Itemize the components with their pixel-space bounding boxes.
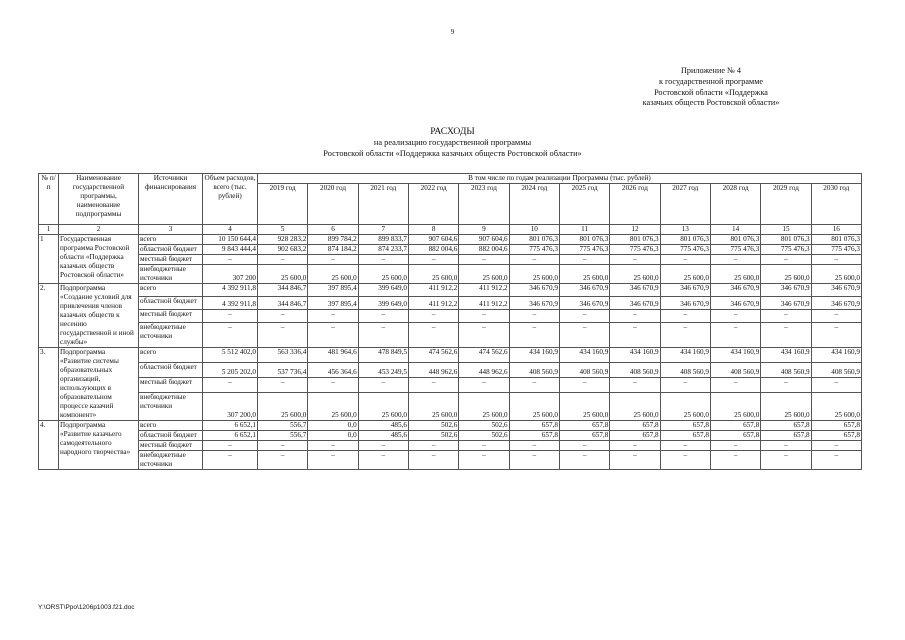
header-years-caption: В том числе по годам реализации Программы (тыс. рублей) xyxy=(258,174,862,184)
year-value: – xyxy=(408,441,458,451)
year-value: 25 600,0 xyxy=(559,392,609,420)
year-value: – xyxy=(610,451,660,470)
year-value: 456 364,6 xyxy=(308,362,358,377)
total-value: 307 200 xyxy=(203,265,258,284)
year-value: 801 076,3 xyxy=(761,235,811,245)
year-value: 25 600,0 xyxy=(660,265,710,284)
year-value: 399 649,0 xyxy=(358,284,408,297)
total-value: – xyxy=(203,310,258,323)
column-number: 2 xyxy=(59,225,139,235)
year-value: 346 670,9 xyxy=(559,297,609,310)
header-year: 2024 год xyxy=(509,184,559,225)
table-row xyxy=(39,235,862,245)
year-value: – xyxy=(610,255,660,265)
header-year: 2023 год xyxy=(459,184,509,225)
title-line: Ростовской области «Поддержка казачьих обществ Ростовской области» xyxy=(323,149,582,158)
annex-line: казачьих обществ Ростовской области» xyxy=(642,98,780,108)
year-value: 874 233,7 xyxy=(358,245,408,255)
header-num: № п/п xyxy=(39,174,59,225)
year-value: – xyxy=(408,323,458,348)
year-value: – xyxy=(559,377,609,392)
year-value: – xyxy=(761,377,811,392)
year-value: 25 600,0 xyxy=(811,265,861,284)
year-value: – xyxy=(610,441,660,451)
year-value: 882 004,6 xyxy=(408,245,458,255)
year-value: – xyxy=(710,255,760,265)
year-value: 25 600,0 xyxy=(811,392,861,420)
year-value: 25 600,0 xyxy=(509,265,559,284)
year-value: 481 964,6 xyxy=(308,348,358,363)
column-number: 16 xyxy=(811,225,861,235)
total-value: – xyxy=(203,451,258,470)
annex-line: к государственной программе xyxy=(658,76,764,86)
column-number: 13 xyxy=(660,225,710,235)
year-value: – xyxy=(308,441,358,451)
year-value: 485,6 xyxy=(358,421,408,431)
year-value: – xyxy=(408,377,458,392)
year-value: 344 846,7 xyxy=(258,284,308,297)
year-value: 657,8 xyxy=(761,431,811,441)
funding-source: всего xyxy=(139,235,203,245)
year-value: 434 160,9 xyxy=(559,348,609,363)
year-value: 801 076,3 xyxy=(509,235,559,245)
total-value: 4 392 911,8 xyxy=(203,297,258,310)
total-value: 6 652,1 xyxy=(203,421,258,431)
year-value: 453 249,5 xyxy=(358,362,408,377)
header-year: 2027 год xyxy=(660,184,710,225)
title-line: РАСХОДЫ xyxy=(430,126,475,137)
year-value: 902 683,2 xyxy=(258,245,308,255)
year-value: 25 600,0 xyxy=(358,392,408,420)
year-value: 346 670,9 xyxy=(660,297,710,310)
header-year: 2026 год xyxy=(610,184,660,225)
year-value: – xyxy=(258,310,308,323)
year-value: 411 912,2 xyxy=(459,284,509,297)
year-value: 408 560,9 xyxy=(660,362,710,377)
year-value: 346 670,9 xyxy=(761,284,811,297)
year-value: – xyxy=(761,323,811,348)
year-value: 657,8 xyxy=(761,421,811,431)
year-value: 502,6 xyxy=(408,421,458,431)
year-value: – xyxy=(509,255,559,265)
year-value: 874 184,2 xyxy=(308,245,358,255)
year-value: 397 895,4 xyxy=(308,297,358,310)
year-value: – xyxy=(358,377,408,392)
year-value: – xyxy=(710,377,760,392)
total-value: 10 150 644,4 xyxy=(203,235,258,245)
total-value: 307 200,0 xyxy=(203,392,258,420)
year-value: – xyxy=(258,451,308,470)
year-value: – xyxy=(408,451,458,470)
year-value: 408 560,9 xyxy=(509,362,559,377)
funding-source: внебюджетные источники xyxy=(139,451,203,470)
funding-source: местный бюджет xyxy=(139,255,203,265)
funding-source: всего xyxy=(139,284,203,297)
column-number: 6 xyxy=(308,225,358,235)
program-name: Подпрограмма «Развитие казачьего самодеятельного народного творчества» xyxy=(59,421,139,470)
header-total: Объем расходов, всего (тыс. рублей) xyxy=(203,174,258,225)
year-value: – xyxy=(710,441,760,451)
year-value: – xyxy=(811,310,861,323)
year-value: 344 846,7 xyxy=(258,297,308,310)
year-value: 563 336,4 xyxy=(258,348,308,363)
year-value: 474 562,6 xyxy=(459,348,509,363)
year-value: 408 560,9 xyxy=(559,362,609,377)
row-number: 4. xyxy=(39,421,59,470)
year-value: – xyxy=(308,377,358,392)
year-value: – xyxy=(559,323,609,348)
header-year: 2030 год xyxy=(811,184,861,225)
header-year: 2029 год xyxy=(761,184,811,225)
year-value: 25 600,0 xyxy=(408,265,458,284)
year-value: – xyxy=(610,310,660,323)
year-value: 25 600,0 xyxy=(710,392,760,420)
table-row xyxy=(39,255,862,265)
year-value: 25 600,0 xyxy=(459,392,509,420)
year-value: 346 670,9 xyxy=(811,284,861,297)
column-number: 1 xyxy=(39,225,59,235)
year-value: – xyxy=(660,377,710,392)
year-value: 556,7 xyxy=(258,421,308,431)
row-number: 1 xyxy=(39,235,59,284)
table-row xyxy=(39,265,862,284)
year-value: – xyxy=(358,310,408,323)
funding-source: местный бюджет xyxy=(139,310,203,323)
header-year: 2021 год xyxy=(358,184,408,225)
year-value: – xyxy=(258,255,308,265)
table-row xyxy=(39,392,862,420)
year-value: 657,8 xyxy=(509,421,559,431)
year-value: 408 560,9 xyxy=(761,362,811,377)
year-value: 346 670,9 xyxy=(509,284,559,297)
year-value: 411 912,2 xyxy=(408,284,458,297)
year-value: 502,6 xyxy=(459,431,509,441)
year-value: – xyxy=(358,451,408,470)
year-value: 657,8 xyxy=(660,431,710,441)
total-value: – xyxy=(203,441,258,451)
year-value: 537 736,4 xyxy=(258,362,308,377)
year-value: 434 160,9 xyxy=(811,348,861,363)
year-value: – xyxy=(459,441,509,451)
column-numbers-row xyxy=(39,225,862,235)
row-number: 2. xyxy=(39,284,59,348)
year-value: – xyxy=(559,441,609,451)
annex-line: Приложение № 4 xyxy=(681,66,741,75)
funding-source: всего xyxy=(139,348,203,363)
column-number: 4 xyxy=(203,225,258,235)
year-value: – xyxy=(761,441,811,451)
year-value: – xyxy=(811,451,861,470)
year-value: 775 476,3 xyxy=(660,245,710,255)
table-row xyxy=(39,297,862,310)
header-year: 2022 год xyxy=(408,184,458,225)
year-value: 25 600,0 xyxy=(559,265,609,284)
year-value: – xyxy=(811,255,861,265)
year-value: 346 670,9 xyxy=(610,297,660,310)
year-value: 434 160,9 xyxy=(761,348,811,363)
year-value: – xyxy=(660,323,710,348)
column-number: 3 xyxy=(139,225,203,235)
year-value: – xyxy=(258,323,308,348)
program-name: Государственная программа Ростовской области «Поддержка казачьих обществ Ростовской области» xyxy=(59,235,139,284)
expenses-table xyxy=(38,173,862,470)
file-path: Y:\ORST\Ppo\1206p1003.f21.doc xyxy=(38,604,135,611)
year-value: – xyxy=(358,441,408,451)
funding-source: областной бюджет xyxy=(139,362,203,377)
year-value: 775 476,3 xyxy=(710,245,760,255)
year-value: 25 600,0 xyxy=(610,392,660,420)
column-number: 9 xyxy=(459,225,509,235)
year-value: – xyxy=(459,310,509,323)
table-row xyxy=(39,431,862,441)
year-value: 408 560,9 xyxy=(610,362,660,377)
year-value: 25 600,0 xyxy=(610,265,660,284)
year-value: 25 600,0 xyxy=(308,265,358,284)
year-value: – xyxy=(509,310,559,323)
year-value: – xyxy=(811,323,861,348)
column-number: 15 xyxy=(761,225,811,235)
column-number: 7 xyxy=(358,225,408,235)
year-value: – xyxy=(761,451,811,470)
year-value: 408 560,9 xyxy=(811,362,861,377)
year-value: – xyxy=(509,451,559,470)
table-row xyxy=(39,441,862,451)
funding-source: внебюджетные источники xyxy=(139,265,203,284)
table-row xyxy=(39,451,862,470)
header-year: 2028 год xyxy=(710,184,760,225)
year-value: – xyxy=(559,310,609,323)
year-value: 25 600,0 xyxy=(258,392,308,420)
year-value: 0,0 xyxy=(308,421,358,431)
table-row xyxy=(39,421,862,431)
year-value: – xyxy=(358,255,408,265)
total-value: – xyxy=(203,377,258,392)
table-row xyxy=(39,362,862,377)
year-value: 899 833,7 xyxy=(358,235,408,245)
year-value: – xyxy=(459,451,509,470)
table-row xyxy=(39,245,862,255)
funding-source: областной бюджет xyxy=(139,297,203,310)
year-value: – xyxy=(308,310,358,323)
column-number: 5 xyxy=(258,225,308,235)
year-value: 399 649,0 xyxy=(358,297,408,310)
year-value: 801 076,3 xyxy=(660,235,710,245)
year-value: 25 600,0 xyxy=(358,265,408,284)
year-value: 0,0 xyxy=(308,431,358,441)
funding-source: местный бюджет xyxy=(139,441,203,451)
year-value: 25 600,0 xyxy=(459,265,509,284)
year-value: – xyxy=(660,310,710,323)
year-value: 485,6 xyxy=(358,431,408,441)
year-value: 657,8 xyxy=(559,431,609,441)
year-value: 801 076,3 xyxy=(610,235,660,245)
year-value: 25 600,0 xyxy=(710,265,760,284)
header-row xyxy=(39,174,862,184)
year-value: 775 476,3 xyxy=(559,245,609,255)
year-value: 346 670,9 xyxy=(811,297,861,310)
year-value: – xyxy=(308,323,358,348)
year-value: 346 670,9 xyxy=(710,297,760,310)
header-name: Наименование государственной программы, наименование подпрограммы xyxy=(59,174,139,225)
total-value: – xyxy=(203,323,258,348)
row-number: 3. xyxy=(39,348,59,421)
year-value: 434 160,9 xyxy=(509,348,559,363)
year-value: 502,6 xyxy=(408,431,458,441)
year-value: – xyxy=(811,377,861,392)
year-value: 657,8 xyxy=(610,421,660,431)
column-number: 10 xyxy=(509,225,559,235)
year-value: 801 076,3 xyxy=(811,235,861,245)
year-value: – xyxy=(358,323,408,348)
year-value: – xyxy=(811,441,861,451)
funding-source: внебюджетные источники xyxy=(139,323,203,348)
funding-source: всего xyxy=(139,421,203,431)
header-year: 2019 год xyxy=(258,184,308,225)
program-name: Подпрограмма «Создание условий для привлечения членов казачьих обществ к несению государственной и иной службы» xyxy=(59,284,139,348)
year-value: 478 849,5 xyxy=(358,348,408,363)
year-value: – xyxy=(509,323,559,348)
year-value: – xyxy=(509,377,559,392)
total-value: 5 205 202,0 xyxy=(203,362,258,377)
year-value: 882 004,6 xyxy=(459,245,509,255)
year-value: – xyxy=(610,323,660,348)
year-value: – xyxy=(660,441,710,451)
year-value: – xyxy=(258,441,308,451)
year-value: 25 600,0 xyxy=(761,392,811,420)
year-value: – xyxy=(459,255,509,265)
year-value: 657,8 xyxy=(610,431,660,441)
year-value: 801 076,3 xyxy=(710,235,760,245)
year-value: 657,8 xyxy=(811,431,861,441)
table-row xyxy=(39,348,862,363)
total-value: 5 512 402,0 xyxy=(203,348,258,363)
year-value: 25 600,0 xyxy=(408,392,458,420)
year-value: 657,8 xyxy=(710,431,760,441)
year-value: 346 670,9 xyxy=(660,284,710,297)
year-value: 775 476,3 xyxy=(610,245,660,255)
year-value: – xyxy=(761,255,811,265)
year-value: – xyxy=(459,377,509,392)
expenses-table-body xyxy=(39,174,862,470)
year-value: – xyxy=(308,255,358,265)
year-value: 775 476,3 xyxy=(509,245,559,255)
header-source: Источники финансирования xyxy=(139,174,203,225)
year-value: 434 160,9 xyxy=(610,348,660,363)
year-value: 434 160,9 xyxy=(660,348,710,363)
year-value: – xyxy=(459,323,509,348)
total-value: – xyxy=(203,255,258,265)
year-value: 408 560,9 xyxy=(710,362,760,377)
annex-line: Ростовской области «Поддержка xyxy=(654,87,768,97)
year-value: 775 476,3 xyxy=(811,245,861,255)
year-value: 657,8 xyxy=(811,421,861,431)
total-value: 4 392 911,8 xyxy=(203,284,258,297)
year-value: 474 562,6 xyxy=(408,348,458,363)
year-value: 801 076,3 xyxy=(559,235,609,245)
year-value: – xyxy=(710,323,760,348)
year-value: – xyxy=(610,377,660,392)
funding-source: областной бюджет xyxy=(139,431,203,441)
year-value: – xyxy=(761,310,811,323)
year-value: 25 600,0 xyxy=(509,392,559,420)
year-value: 657,8 xyxy=(559,421,609,431)
program-name: Подпрограмма «Развитие системы образовательных организаций, использующих в образовательном процессе казачий компонент» xyxy=(59,348,139,421)
year-value: 346 670,9 xyxy=(761,297,811,310)
year-value: – xyxy=(408,255,458,265)
year-value: 775 476,3 xyxy=(761,245,811,255)
annex-note xyxy=(561,66,861,109)
year-value: – xyxy=(509,441,559,451)
table-row xyxy=(39,284,862,297)
total-value: 6 652,1 xyxy=(203,431,258,441)
funding-source: местный бюджет xyxy=(139,377,203,392)
header-year: 2025 год xyxy=(559,184,609,225)
total-value: 9 843 444,4 xyxy=(203,245,258,255)
year-value: 346 670,9 xyxy=(559,284,609,297)
year-value: 657,8 xyxy=(710,421,760,431)
year-value: 448 962,6 xyxy=(408,362,458,377)
year-value: 502,6 xyxy=(459,421,509,431)
year-value: 411 912,2 xyxy=(459,297,509,310)
year-value: 928 283,2 xyxy=(258,235,308,245)
document-title xyxy=(0,126,905,159)
table-row xyxy=(39,310,862,323)
year-value: – xyxy=(308,451,358,470)
year-value: 346 670,9 xyxy=(710,284,760,297)
year-value: 397 895,4 xyxy=(308,284,358,297)
year-value: 556,7 xyxy=(258,431,308,441)
year-value: 346 670,9 xyxy=(610,284,660,297)
column-number: 14 xyxy=(710,225,760,235)
year-value: – xyxy=(408,310,458,323)
year-value: 25 600,0 xyxy=(308,392,358,420)
title-line: на реализацию государственной программы xyxy=(373,138,532,147)
year-value: 907 604,6 xyxy=(459,235,509,245)
year-value: – xyxy=(559,451,609,470)
year-value: – xyxy=(710,451,760,470)
column-number: 8 xyxy=(408,225,458,235)
header-year: 2020 год xyxy=(308,184,358,225)
year-value: – xyxy=(559,255,609,265)
year-value: 657,8 xyxy=(660,421,710,431)
table-row xyxy=(39,323,862,348)
year-value: – xyxy=(660,255,710,265)
year-value: 25 600,0 xyxy=(761,265,811,284)
year-value: 907 604,6 xyxy=(408,235,458,245)
year-value: – xyxy=(710,310,760,323)
year-value: – xyxy=(258,377,308,392)
funding-source: областной бюджет xyxy=(139,245,203,255)
year-value: 657,8 xyxy=(509,431,559,441)
year-value: 346 670,9 xyxy=(509,297,559,310)
column-number: 11 xyxy=(559,225,609,235)
year-value: 411 912,2 xyxy=(408,297,458,310)
table-row xyxy=(39,377,862,392)
year-value: 25 600,0 xyxy=(258,265,308,284)
year-value: 25 600,0 xyxy=(660,392,710,420)
year-value: 448 962,6 xyxy=(459,362,509,377)
funding-source: внебюджетные источники xyxy=(139,392,203,420)
year-value: 899 784,2 xyxy=(308,235,358,245)
year-value: 434 160,9 xyxy=(710,348,760,363)
year-value: – xyxy=(660,451,710,470)
page-number: 9 xyxy=(450,28,455,36)
column-number: 12 xyxy=(610,225,660,235)
